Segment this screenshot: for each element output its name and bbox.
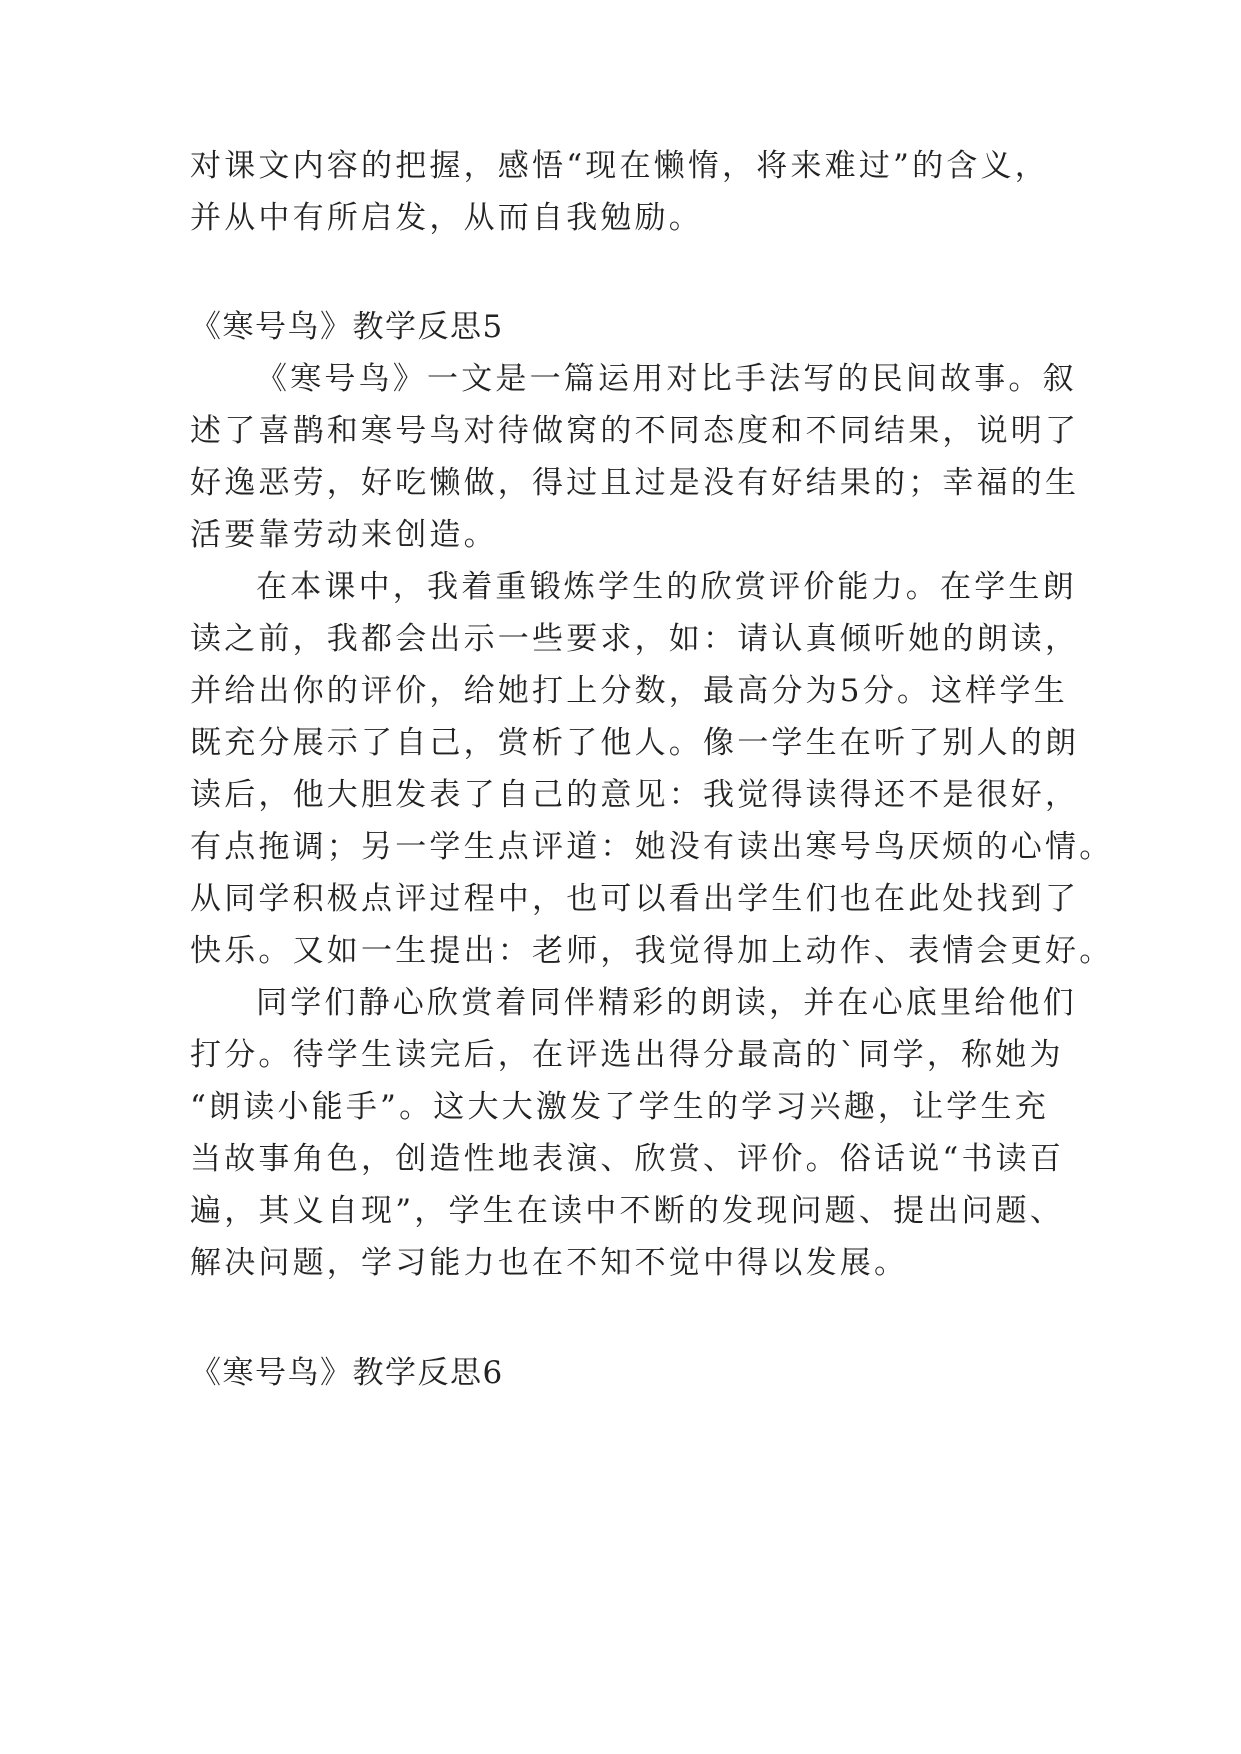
body-text-line: 快乐。又如一生提出：老师，我觉得加上动作、表情会更好。 [190,933,1114,969]
section-heading: 《寒号鸟》教学反思6 [190,1355,504,1391]
body-text-line: 打分。待学生读完后，在评选出得分最高的`同学，称她为 [190,1037,1064,1073]
body-text-line: 述了喜鹊和寒号鸟对待做窝的不同态度和不同结果，说明了 [190,413,1080,449]
body-text-line: 当故事角色，创造性地表演、欣赏、评价。俗话说“书读百 [190,1141,1065,1177]
body-text-line: 在本课中，我着重锻炼学生的欣赏评价能力。在学生朗 [256,569,1077,605]
body-text-line: 既充分展示了自己，赏析了他人。像一学生在听了别人的朗 [190,725,1080,761]
body-text-line: 遍，其义自现”，学生在读中不断的发现问题、提出问题、 [190,1193,1065,1229]
body-text-line: 有点拖调；另一学生点评道：她没有读出寒号鸟厌烦的心情。 [190,829,1114,865]
body-text-line: “朗读小能手”。这大大激发了学生的学习兴趣，让学生充 [190,1089,1049,1125]
body-text-line: 解决问题，学习能力也在不知不觉中得以发展。 [190,1245,909,1281]
body-text-line: 对课文内容的把握，感悟“现在懒惰，将来难过”的含义， [190,148,1049,184]
body-text-line: 从同学积极点评过程中，也可以看出学生们也在此处找到了 [190,881,1080,917]
section-heading: 《寒号鸟》教学反思5 [190,309,504,345]
body-text-line: 好逸恶劳，好吃懒做，得过且过是没有好结果的；幸福的生 [190,465,1080,501]
body-text-line: 读之前，我都会出示一些要求，如：请认真倾听她的朗读， [190,621,1080,657]
body-text-line: 读后，他大胆发表了自己的意见：我觉得读得还不是很好， [190,777,1080,813]
body-text-line: 同学们静心欣赏着同伴精彩的朗读，并在心底里给他们 [256,985,1077,1021]
body-text-line: 《寒号鸟》一文是一篇运用对比手法写的民间故事。叙 [256,361,1077,397]
body-text-line: 并给出你的评价，给她打上分数，最高分为5分。这样学生 [190,673,1068,709]
body-text-line: 并从中有所启发，从而自我勉励。 [190,200,703,236]
body-text-line: 活要靠劳动来创造。 [190,517,498,553]
